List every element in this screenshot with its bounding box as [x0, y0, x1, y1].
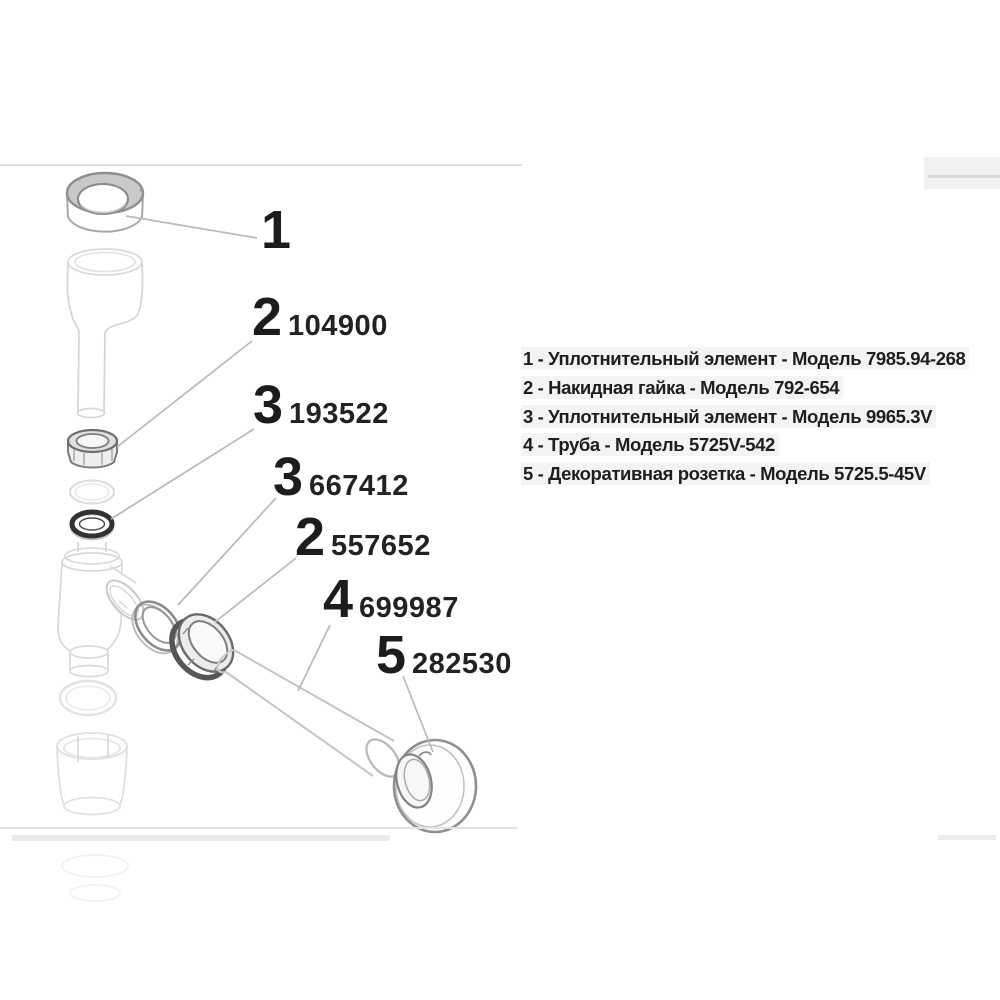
decorative-rosette-part-5: [391, 740, 476, 832]
callout-number: 3: [273, 447, 303, 507]
leader-line-4: [298, 625, 330, 691]
callout-code: 193522: [289, 398, 389, 430]
callout-part-5: [376, 625, 512, 685]
legend-item-text: 4 - Труба - Модель 5725V-542: [521, 433, 779, 456]
callout-code: 699987: [359, 592, 459, 624]
scan-artifact-line: [0, 164, 522, 166]
coupling-nut-upper-part-2: [68, 430, 117, 468]
callout-code: 557652: [331, 530, 431, 562]
callout-part-4: [323, 569, 459, 629]
callout-part-2-upper: [252, 287, 388, 347]
washer-ring-faint: [70, 481, 114, 504]
callout-number: 2: [295, 507, 325, 567]
callout-code: 282530: [412, 648, 512, 680]
tailpiece-tube: [67, 249, 142, 418]
scan-artifact-patch: [924, 157, 1000, 189]
legend-item-4: [523, 431, 969, 460]
callout-part-3-lower: [273, 447, 409, 507]
legend-item-2: [523, 374, 969, 403]
legend-item-text: 5 - Декоративная розетка - Модель 5725.5-45V: [521, 462, 930, 485]
leader-line-3-lower: [178, 498, 276, 605]
legend-item-1: [523, 345, 969, 374]
scan-artifact-line: [12, 835, 390, 841]
callout-part-1: [261, 200, 291, 260]
legend-item-5: [523, 460, 969, 489]
parts-legend: [523, 345, 969, 489]
callout-part-3-upper: [253, 375, 389, 435]
callout-number: 1: [261, 200, 291, 260]
siphon-cup-faint: [57, 681, 128, 901]
callout-number: 3: [253, 375, 283, 435]
callout-code: 667412: [309, 470, 409, 502]
legend-item-text: 2 - Накидная гайка - Модель 792-654: [521, 376, 843, 399]
callout-number: 2: [252, 287, 282, 347]
scan-artifact-line: [928, 175, 1000, 178]
leader-line-1: [126, 216, 257, 238]
leader-line-3-upper: [111, 429, 254, 519]
callout-part-2-lower: [295, 507, 431, 567]
legend-item-text: 1 - Уплотнительный элемент - Модель 7985.94-268: [521, 347, 969, 370]
seal-ring-part-1: [67, 173, 143, 232]
scan-artifact-line: [0, 827, 518, 829]
callout-number: 5: [376, 625, 406, 685]
leader-line-2-lower: [215, 558, 296, 622]
oring-seal-upper-part-3: [71, 512, 113, 540]
legend-item-3: [523, 403, 969, 432]
scan-artifact-line: [938, 835, 996, 840]
legend-item-text: 3 - Уплотнительный элемент - Модель 9965.3V: [521, 405, 936, 428]
leader-line-2-upper: [117, 341, 252, 447]
leader-line-5: [403, 676, 433, 752]
callout-number: 4: [323, 569, 353, 629]
callout-code: 104900: [288, 310, 388, 342]
